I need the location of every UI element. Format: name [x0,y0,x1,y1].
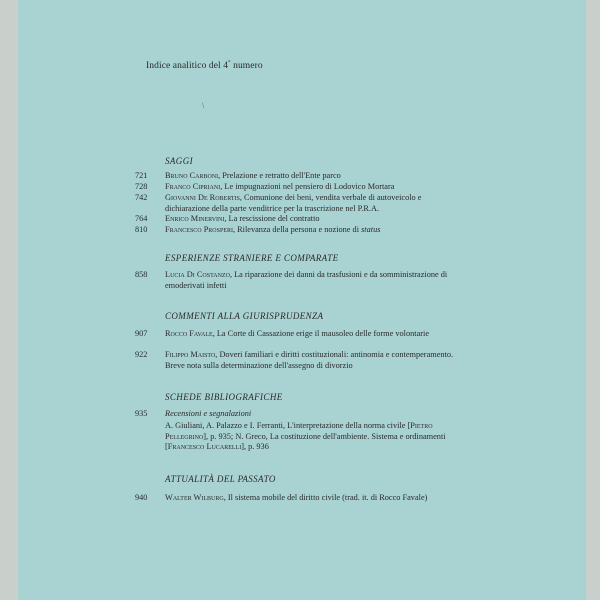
reviewer: Pietro Pellegrino [165,421,433,441]
author: Lucia Di Costanzo [165,270,230,279]
author: Enrico Minervini [165,214,225,223]
italic-term: status [361,225,381,234]
entry-text [165,329,465,340]
entry-text [165,225,465,236]
author: Francesco Prosperi [165,225,233,234]
entry-text [165,171,465,182]
review-text: ], p. 935; N. Greco, La costituzione dell'ambiente. Sistema e ordinamenti [ [165,431,446,452]
page-number: 721 [135,171,148,180]
page-number: 935 [135,409,148,418]
page-number: 922 [135,350,148,359]
author: Giovanni De Robertis [165,193,240,202]
page-number: 810 [135,225,148,234]
title-superscript: ° [228,60,231,66]
author: Walter Wilburg [165,493,224,502]
page-number: 858 [135,270,148,279]
entry-text [165,270,465,291]
entry-title: , Comunione dei beni, vendita verbale di autoveicolo e dichiarazione della parte venditrice per la trascrizione nel P.R.A. [165,193,422,213]
entry-title: , La rescissione del contratto [224,214,320,223]
page-number: 940 [135,493,148,502]
author: Bruno Carboni [165,171,219,180]
reviewer: Francesco Lucarelli [167,442,242,452]
entry-text [165,182,465,193]
journal-page [18,0,586,600]
author: Rocco Favale [165,329,213,338]
section-heading-commenti: COMMENTI ALLA GIURISPRUDENZA [165,311,324,321]
section-heading-attualita: ATTUALITÀ DEL PASSATO [165,474,276,484]
page-number: 764 [135,214,148,223]
page-number: 907 [135,329,148,338]
entry-title: , La Corte di Cassazione erige il mausoleo delle forme volontarie [212,329,430,338]
entry-text [165,350,465,371]
entry-text [165,493,465,504]
page-title [146,60,263,71]
review-text: ], p. 936 [241,442,269,452]
page-number: 742 [135,193,148,202]
entry-title: , Rilevanza della persona e nozione di [232,225,362,234]
entry-title: , La riparazione dei danni da trasfusioni e da somministrazione di emoderivati infetti [165,270,448,290]
entry-title: , Il sistema mobile del diritto civile (trad. it. di Rocco Favale) [223,493,428,502]
review-text: A. Giuliani, A. Palazzo e I. Ferranti, L'interpretazione della norma civile [ [165,421,411,430]
entry-text [165,421,465,453]
entry-title: , Prelazione e retratto dell'Ente parco [218,171,341,180]
author: Franco Cipriani [165,182,221,191]
entry-text [165,193,465,214]
author: Filippo Maisto [165,350,216,359]
entry-title: , Doveri familiari e diritti costituzionali: antinomia e contemperamento. Breve nota sulla determinazione dell'assegno di divorzio [165,350,454,370]
section-heading-esperienze: ESPERIENZE STRANIERE E COMPARATE [165,253,339,263]
section-heading-schede: SCHEDE BIBLIOGRAFICHE [165,392,283,402]
page-number: 728 [135,182,148,191]
stray-mark: \ [202,101,205,110]
entry-title: , Le impugnazioni nel pensiero di Lodovico Mortara [220,182,395,191]
title-tail: numero [230,61,263,72]
entry-text [165,214,465,225]
title-text: Indice analitico del 4 [146,61,229,72]
section-heading-saggi: SAGGI [165,156,193,166]
subsection-label: Recensioni e segnalazioni [165,409,252,418]
